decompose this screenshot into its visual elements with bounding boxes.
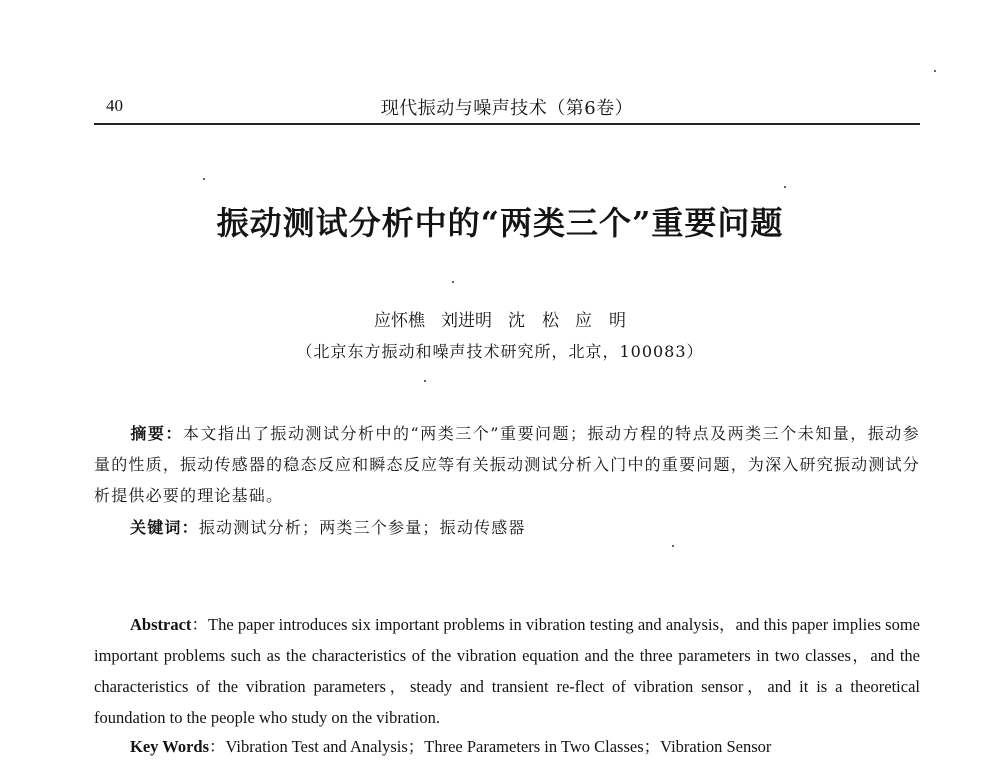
affiliation: （北京东方振动和噪声技术研究所，北京，100083）	[296, 342, 704, 361]
scan-speck	[784, 186, 786, 188]
abstract-en-label: Abstract	[130, 615, 192, 634]
abstract-en-separator: ：	[191, 615, 209, 634]
abstract-en	[94, 609, 920, 733]
keywords-en-label: Key Words	[130, 737, 209, 756]
page-header	[94, 84, 920, 124]
page-number: 40	[106, 96, 123, 115]
scan-speck	[934, 70, 936, 72]
keywords-cn-text: 振动测试分析；两类三个参量；振动传感器	[198, 518, 526, 537]
keywords-en-text: Vibration Test and Analysis；Three Parameters in Two Classes；Vibration Sensor	[225, 737, 772, 756]
scan-speck	[672, 545, 674, 547]
keywords-cn-label: 关键词：	[130, 518, 199, 537]
keywords-cn	[94, 512, 920, 543]
keywords-en-separator: ：	[209, 737, 226, 756]
scan-speck	[452, 281, 454, 283]
author-name: 应 明	[575, 311, 626, 331]
scan-speck	[203, 178, 205, 180]
abstract-en-text: The paper introduces six important problems in vibration testing and analysis，and this paper implies some important problems such as the characteristics of the vibration equation and the three parameters in two classes，and the characteristics of the vibration parameters，steady and transient re-flect of vibration sensor，and it is a theoretical foundation to the people who study on the vibration.	[94, 615, 920, 727]
author-name: 沈 松	[508, 311, 559, 331]
author-list	[0, 306, 1000, 331]
abstract-cn-text: 本文指出了振动测试分析中的“两类三个”重要问题；振动方程的特点及两类三个未知量，振动参量的性质，振动传感器的稳态反应和瞬态反应等有关振动测试分析入门中的重要问题，为深入研究振动测试分析提供必要的理论基础。	[94, 424, 920, 505]
paper-title: 振动测试分析中的“两类三个”重要问题	[216, 204, 784, 242]
abstract-cn-label: 摘要：	[130, 424, 183, 443]
author-name: 刘进明	[441, 311, 492, 331]
keywords-en	[94, 733, 920, 761]
journal-title: 现代振动与噪声技术（第6卷）	[380, 98, 634, 119]
header-rule	[94, 123, 920, 125]
author-name: 应怀樵	[374, 311, 425, 331]
abstract-cn	[94, 418, 920, 511]
scan-speck	[424, 380, 426, 382]
